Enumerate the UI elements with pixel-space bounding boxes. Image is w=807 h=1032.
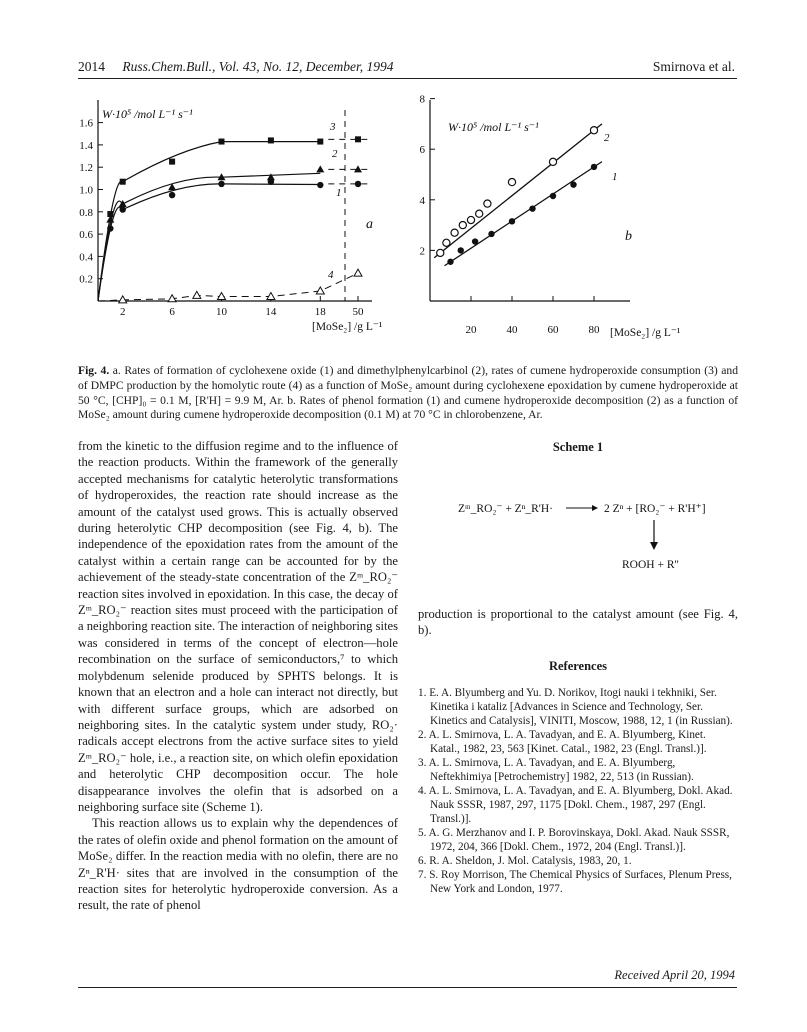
reference-item: 2. A. L. Smirnova, L. A. Tavadyan, and E. A. Blyumberg, Kinet. Katal., 1982, 23, 563 [Kinet. Catal., 1982, 23 (Engl. Transl.)]. — [418, 729, 707, 755]
figure-4 — [0, 0, 807, 360]
panel-b-letter: b — [625, 229, 632, 244]
panel-b-curve-label-1: 1 — [612, 171, 618, 183]
footer-rule — [78, 987, 737, 988]
reference-item: 1. E. A. Blyumberg and Yu. D. Norikov, Itogi nauki i tekhniki, Ser. Kinetika i kataliz [Advances in Science and Technology, Ser. Kinetics and Catalysis], VINITI, Moscow, 1988, 12, 1 (in Russian). — [418, 687, 733, 727]
received-date: Received April 20, 1994 — [614, 968, 735, 982]
panel-a-x-tick-label: 2 — [119, 306, 126, 318]
journal-citation: Russ.Chem.Bull., Vol. 43, No. 12, December, 1994 — [122, 59, 394, 74]
panel-b-series-2-point — [451, 229, 458, 236]
header-authors: Smirnova et al. — [652, 59, 735, 74]
panel-a-curve-label-2: 2 — [332, 148, 338, 160]
scheme-arrowhead — [592, 505, 598, 511]
scheme-products: 2 Zⁿ + [RO₂⁻ + R'H⁺] — [604, 503, 706, 515]
panel-b-x-tick-label: 40 — [506, 324, 518, 336]
panel-b-series-2-line — [434, 124, 602, 258]
panel-a-y-tick-label: 1.4 — [79, 139, 93, 152]
panel-a-series-2-point — [267, 173, 275, 180]
panel-a-x-ticks — [120, 296, 364, 318]
panel-b-series-1-point — [570, 181, 576, 187]
panel-a-series-4-line — [98, 273, 358, 301]
panel-a-y-tick-label: 0.6 — [79, 229, 93, 242]
panel-b-series-2-point — [484, 200, 491, 207]
body-left-column — [78, 438, 398, 914]
panel-b-y-label: W·10⁵ /mol L⁻¹ s⁻¹ — [448, 120, 539, 134]
panel-b-series-1-point — [472, 238, 478, 244]
panel-b — [420, 94, 681, 339]
panel-a-series-3-line — [98, 142, 320, 301]
panel-a-x-tick-label: 18 — [314, 306, 326, 318]
panel-b-x-ticks — [466, 296, 601, 336]
panel-a-curve-label-3: 3 — [330, 121, 336, 133]
page-number: 2014 — [78, 59, 105, 74]
body-right-column — [418, 606, 738, 639]
caption-label: Fig. 4. — [78, 364, 110, 377]
panel-a-series-3-point — [219, 139, 225, 145]
scheme-title: Scheme 1 — [552, 440, 604, 454]
panel-a-series-2-point — [316, 165, 324, 172]
panel-b-series-2-point — [467, 216, 474, 223]
panel-a-y-label: W·10⁵ /mol L⁻¹ s⁻¹ — [102, 107, 193, 121]
body-paragraph: production is proportional to the catalyst amount (see Fig. 4, b). — [418, 607, 738, 638]
panel-a-y-tick-label: 1.0 — [79, 184, 93, 197]
panel-b-y-tick-label: 2 — [419, 245, 425, 258]
panel-a-x-tick-label: 14 — [265, 306, 277, 318]
panel-a-series-1-point — [355, 181, 361, 187]
scheme-1 — [418, 490, 738, 580]
panel-a-series-3-point — [355, 136, 361, 142]
reference-item: 7. S. Roy Morrison, The Chemical Physics of Surfaces, Plenum Press, New York and London, 1977. — [418, 869, 732, 895]
panel-a-series-1-point — [120, 206, 126, 212]
panel-a-x-tick-label: 10 — [216, 306, 227, 318]
reference-item: 3. A. L. Smirnova, L. A. Tavadyan, and E. A. Blyumberg, Neftekhimiya [Petrochemistry] 1982, 22, 513 (in Russian). — [418, 757, 694, 783]
panel-b-series-1-point — [591, 164, 597, 170]
panel-a-curve-label-4: 4 — [328, 269, 334, 281]
panel-a-series-1-point — [218, 181, 224, 187]
panel-b-y-tick-label: 8 — [419, 93, 425, 106]
panel-a-curve-label-1: 1 — [336, 187, 342, 199]
panel-b-series-2-point — [443, 239, 450, 246]
panel-b-series-2-point — [508, 178, 515, 185]
panel-b-series-2-point — [476, 210, 483, 217]
panel-a-series-3-point — [268, 137, 274, 143]
panel-a-x-label: [MoSe₂] /g L⁻¹ — [312, 321, 383, 333]
panel-a-y-tick-label: 1.6 — [79, 117, 93, 130]
panel-b-series-1-point — [550, 193, 556, 199]
reference-item: 4. A. L. Smirnova, L. A. Tavadyan, and E. A. Blyumberg, Dokl. Akad. Nauk SSSR, 1987, 297, 1175 [Dokl. Chem., 1987, 297 (Engl. Transl.)]. — [418, 785, 733, 825]
scheme-reactants: Zᵐ_RO₂⁻ + Zⁿ_R'H· — [458, 503, 553, 515]
panel-a-y-tick-label: 1.2 — [79, 162, 93, 175]
panel-b-series-2-point — [459, 222, 466, 229]
panel-a-series-3-point — [317, 139, 323, 145]
panel-b-series-1-point — [529, 205, 535, 211]
panel-a-x-tick-label: 50 — [352, 306, 364, 318]
panel-b-y-ticks — [420, 94, 436, 258]
panel-a-y-tick-label: 0.8 — [79, 206, 93, 219]
panel-b-series-1-point — [458, 247, 464, 253]
panel-a-series-1-point — [317, 182, 323, 188]
panel-b-x-tick-label: 60 — [547, 324, 559, 336]
panel-b-series-1-line — [445, 162, 603, 266]
panel-b-series-1-point — [488, 231, 494, 237]
figure-caption — [78, 364, 738, 423]
reference-item: 6. R. A. Sheldon, J. Mol. Catalysis, 1983, 20, 1. — [418, 855, 632, 867]
panel-b-curve-label-2: 2 — [604, 132, 610, 144]
panel-a-x-tick-label: 6 — [169, 306, 175, 318]
panel-a-series-1-point — [169, 192, 175, 198]
panel-a-series-3-point — [107, 211, 113, 217]
panel-a-letter: a — [366, 217, 373, 232]
panel-a-series-4-point — [354, 269, 362, 276]
references-title: References — [548, 659, 608, 673]
panel-b-series-1-point — [447, 259, 453, 265]
panel-b-x-tick-label: 20 — [465, 324, 477, 336]
body-paragraph: from the kinetic to the diffusion regime and to the influence of the reaction products. Within the framework of the generally accepted mechanisms for catalytic heterolytic transformations of hydroperoxides, the reaction rate should increase as the amount of the catalyst used grows. This is actually observed during heterolytic CHP decomposition (see Fig. 4, b). The independence of the epoxidation rates from the amount of the catalyst within a certain range can be accounted for by the achievement of the steady-state concentration of the Zᵐ_RO₂⁻ reaction sites involved in epoxidation. In this case, the decay of Zᵐ_RO₂⁻ reaction sites must proceed with the participation of a neighboring reaction site. The interaction of neighboring sites was considered in terms of the concept of electron—hole recombination on the surface of semiconductors,⁷ to which molybdenum selenide produced by SPHTS belongs. It is known that an electron and a hole can interact not directly, but with different surface groups, which are adsorbed on neighboring sites. In the catalytic system under study, RO₂· radicals accept electrons from the active surface sites to yield Zᵐ_RO₂⁻ hole, i.e., a reaction site, on which olefin epoxidation and heterolytic CHP decomposition occur. The hole disappearance involves the olefin that is adsorbed on a neighboring surface site (Scheme 1). — [78, 439, 398, 814]
panel-a-series-3-point — [120, 179, 126, 185]
panel-a-y-tick-label: 0.4 — [79, 251, 93, 264]
body-paragraph: This reaction allows us to explain why the dependences of the rates of olefin oxide and phenol formation on the amount of MoSe₂ differ. In the reaction media with no olefin, there are no Zⁿ_R'H· sites that are involved in the consumption of the reaction sites for heterolytic hydroperoxide conversion. As a result, the rate of phenol — [78, 816, 399, 913]
panel-b-series-2-point — [549, 158, 556, 165]
panel-b-series-2-point — [437, 249, 444, 256]
panel-a-series-2-line — [98, 173, 320, 301]
references-list — [418, 686, 738, 896]
panel-b-series-1-point — [509, 218, 515, 224]
reference-item: 5. A. G. Merzhanov and I. P. Borovinskaya, Dokl. Akad. Nauk SSSR, 1972, 204, 366 [Dokl. Chem., 1972, 204 (Engl. Transl.)]. — [418, 827, 730, 853]
panel-a-series-3-point — [169, 159, 175, 165]
scheme-down-arrowhead — [650, 542, 658, 550]
panel-b-y-tick-label: 4 — [419, 194, 425, 207]
panel-a-series-1-line — [98, 184, 320, 301]
scheme-final: ROOH + R'' — [622, 559, 679, 571]
panel-a — [79, 100, 383, 333]
panel-b-plot — [434, 124, 602, 266]
panel-a-y-tick-label: 0.2 — [79, 273, 93, 286]
panel-b-x-tick-label: 80 — [588, 324, 600, 336]
panel-a-y-ticks — [79, 118, 103, 286]
panel-b-y-tick-label: 6 — [419, 144, 425, 157]
panel-b-x-label: [MoSe₂] /g L⁻¹ — [610, 327, 681, 339]
panel-b-series-2-point — [590, 127, 597, 134]
panel-a-series-4-point — [193, 291, 201, 298]
panel-a-series-4-point — [316, 287, 324, 294]
caption-text: a. Rates of formation of cyclohexene oxide (1) and dimethylphenylcarbinol (2), rates of cumene hydroperoxide consumption (3) and of DMPC production by the homolytic route (4) as a function of MoSe₂ amount during cyclohexene epoxidation by cumene hydroperoxide at 50 °C, [CHP]₀ = 0.1 M, [R'H] = 9.9 M, Ar. b. Rates of phenol formation (1) and cumene hydroperoxide decomposition (2) as a function of MoSe₂ amount during cumene hydroperoxide decomposition (0.1 M) at 70 °C in chlorobenzene, Ar. — [78, 364, 738, 422]
